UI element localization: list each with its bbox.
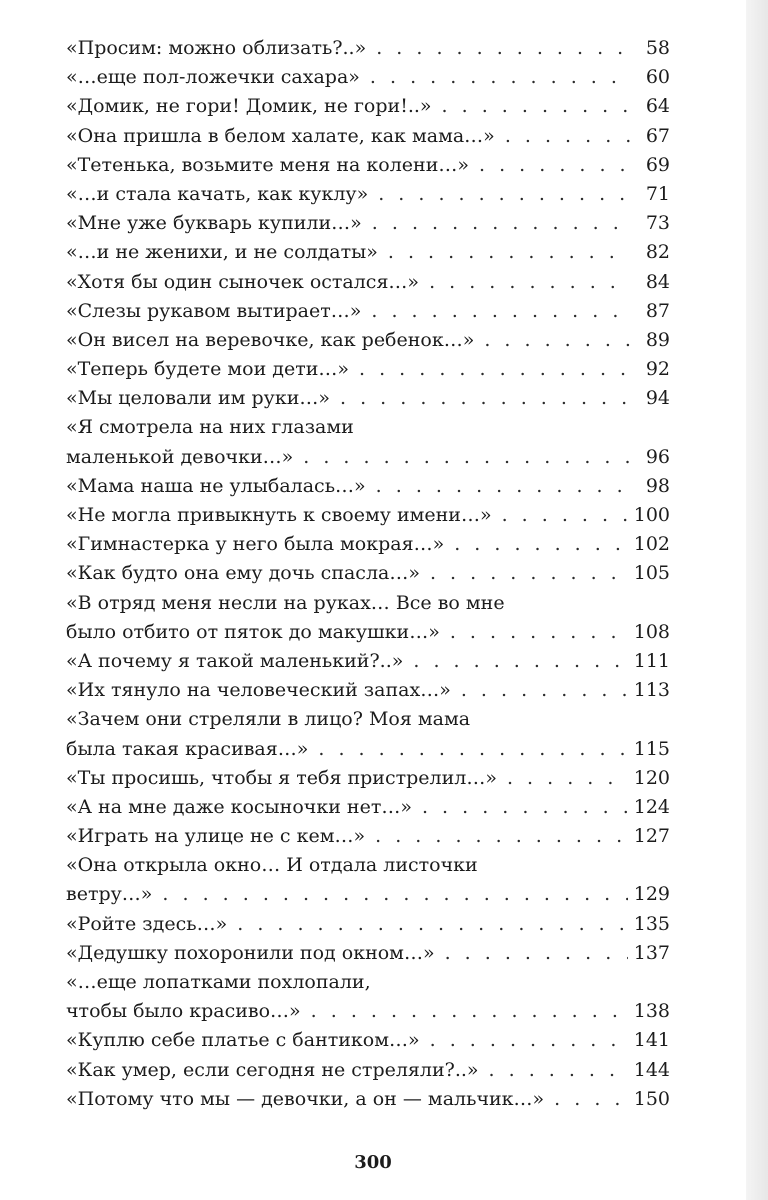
dot-leader — [303, 443, 630, 472]
toc-entry — [66, 472, 670, 501]
toc-entry-title: «Не могла привыкнуть к своему имени…» — [66, 504, 492, 526]
dot-leader — [489, 1056, 628, 1085]
page-number: 300 — [354, 1152, 392, 1173]
toc-entry-page: 129 — [633, 883, 670, 906]
toc-entry-title: «Она пришла в белом халате, как мама…» — [66, 124, 495, 147]
toc-entry-title: «Ты просишь, чтобы я тебя пристрелил…» — [66, 766, 497, 789]
toc-entry — [66, 297, 670, 326]
toc-entry-title: было отбито от пяток до макушки…» — [66, 620, 440, 643]
toc-entry-page: 96 — [645, 445, 670, 468]
dot-leader — [422, 793, 628, 822]
dot-leader — [461, 676, 628, 705]
dot-leader — [413, 647, 627, 676]
dot-leader — [445, 939, 628, 968]
toc-entry-line — [66, 472, 670, 501]
toc-entry-title: «Куплю себе платье с бантиком…» — [66, 1029, 420, 1052]
toc-entry-line — [66, 1026, 670, 1055]
toc-entry-line — [66, 122, 670, 151]
toc-entry — [66, 793, 670, 822]
toc-entry — [66, 764, 670, 793]
toc-entry-page: 120 — [633, 766, 670, 789]
toc-entry-line — [66, 92, 670, 121]
toc-entry-title: «Тетенька, возьмите меня на колени…» — [66, 153, 469, 176]
toc-entry-page: 138 — [633, 1000, 670, 1023]
toc-entry-title: «А на мне даже косыночки нет…» — [66, 795, 412, 818]
toc-entry-page: 111 — [633, 649, 670, 672]
toc-entry-page: 60 — [645, 66, 670, 89]
toc-entry-title: «Как умер, если сегодня не стреляли?..» — [66, 1058, 479, 1081]
toc-entry-page: 100 — [633, 504, 670, 526]
dot-leader — [454, 530, 628, 559]
toc-entry-title: «Хотя бы один сыночек остался…» — [66, 270, 420, 293]
toc-entry-page: 102 — [633, 533, 670, 556]
toc-entry-line — [66, 501, 670, 530]
toc-entry-line — [66, 413, 670, 442]
toc-entry — [66, 326, 670, 355]
toc-entry-page: 137 — [633, 941, 670, 964]
toc-entry — [66, 910, 670, 939]
toc-entry-line — [66, 676, 670, 705]
toc-entry — [66, 151, 670, 180]
toc-entry-line — [66, 968, 670, 997]
table-of-contents — [66, 34, 670, 1114]
toc-entry — [66, 501, 670, 530]
dot-leader — [359, 355, 630, 384]
dot-leader — [442, 92, 630, 121]
dot-leader — [162, 880, 627, 909]
toc-entry-page: 92 — [645, 358, 670, 381]
toc-entry-line — [66, 618, 670, 647]
toc-entry-title: «Гимнастерка у него была мокрая…» — [66, 533, 445, 556]
dot-leader — [388, 238, 630, 267]
toc-entry-line — [66, 735, 670, 764]
toc-entry-line — [66, 326, 670, 355]
toc-entry-page: 135 — [633, 912, 670, 935]
toc-entry-line — [66, 209, 670, 238]
toc-entry-line — [66, 34, 670, 63]
dot-leader — [340, 384, 630, 413]
dot-leader — [378, 180, 630, 209]
toc-entry — [66, 384, 670, 413]
dot-leader — [554, 1085, 628, 1114]
toc-entry-title: «Я смотрела на них глазами — [66, 416, 354, 439]
toc-entry-page: 71 — [645, 182, 670, 205]
toc-entry — [66, 968, 670, 1026]
dot-leader — [311, 997, 628, 1026]
toc-entry — [66, 939, 670, 968]
dot-leader — [318, 735, 627, 764]
toc-entry — [66, 705, 670, 763]
toc-entry-title: «Ройте здесь…» — [66, 912, 228, 935]
toc-entry-title: «…и стала качать, как куклу» — [66, 182, 369, 205]
toc-entry-page: 58 — [645, 37, 670, 59]
toc-entry-line — [66, 910, 670, 939]
page-edge-shadow — [746, 0, 768, 1200]
toc-entry-title: «Играть на улице не с кем…» — [66, 825, 366, 848]
toc-entry-title: «В отряд меня несли на руках… Все во мне — [66, 591, 505, 614]
toc-entry-page: 84 — [645, 270, 670, 293]
toc-entry-page: 64 — [645, 95, 670, 118]
dot-leader — [430, 1026, 628, 1055]
toc-entry-line — [66, 355, 670, 384]
toc-entry-page: 105 — [633, 562, 670, 585]
toc-entry-page: 124 — [633, 795, 670, 818]
toc-entry-line — [66, 238, 670, 267]
toc-entry-page: 94 — [645, 387, 670, 410]
toc-entry-page: 89 — [645, 328, 670, 351]
toc-entry — [66, 851, 670, 909]
toc-entry-line — [66, 793, 670, 822]
toc-entry — [66, 355, 670, 384]
toc-entry-line — [66, 647, 670, 676]
toc-entry-title: ветру…» — [66, 883, 153, 906]
toc-entry-title: была такая красивая…» — [66, 737, 309, 760]
dot-leader — [479, 151, 630, 180]
dot-leader — [372, 209, 630, 238]
toc-entry-line — [66, 530, 670, 559]
dot-leader — [450, 618, 628, 647]
toc-entry-page: 67 — [645, 124, 670, 147]
toc-entry-page: 98 — [645, 474, 670, 497]
toc-entry-line — [66, 939, 670, 968]
dot-leader — [237, 910, 628, 939]
toc-entry-line — [66, 443, 670, 472]
dot-leader — [430, 559, 628, 588]
toc-entry-line — [66, 180, 670, 209]
toc-entry-line — [66, 822, 670, 851]
dot-leader — [375, 822, 628, 851]
toc-entry-title: «Потому что мы — девочки, а он — мальчик…» — [66, 1087, 545, 1110]
dot-leader — [370, 63, 630, 92]
dot-leader — [502, 501, 628, 530]
toc-entry — [66, 559, 670, 588]
dot-leader — [376, 34, 630, 63]
dot-leader — [507, 764, 628, 793]
toc-entry-line — [66, 1085, 670, 1114]
toc-entry-page: 150 — [633, 1087, 670, 1110]
toc-entry-title: «…еще пол-ложечки сахара» — [66, 66, 360, 89]
toc-entry-title: «Их тянуло на человеческий запах…» — [66, 679, 451, 702]
toc-entry-page: 141 — [633, 1029, 670, 1052]
toc-entry-title: «Теперь будете мои дети…» — [66, 358, 350, 381]
toc-entry — [66, 1085, 670, 1114]
toc-entry-title: маленькой девочки…» — [66, 445, 294, 468]
toc-entry-title: «Слезы рукавом вытирает…» — [66, 299, 362, 322]
toc-entry-page: 115 — [633, 737, 670, 760]
toc-entry — [66, 1026, 670, 1055]
toc-entry-line — [66, 1056, 670, 1085]
dot-leader — [429, 268, 630, 297]
toc-entry — [66, 268, 670, 297]
toc-entry-line — [66, 559, 670, 588]
toc-entry-line — [66, 764, 670, 793]
toc-entry-line — [66, 880, 670, 909]
toc-entry-page: 73 — [645, 212, 670, 235]
toc-entry — [66, 34, 670, 63]
toc-entry — [66, 822, 670, 851]
toc-entry-title: «Мне уже букварь купили…» — [66, 212, 362, 235]
toc-entry-page: 144 — [633, 1058, 670, 1081]
toc-entry-title: «…еще лопатками похлопали, — [66, 971, 371, 993]
toc-entry-line — [66, 63, 670, 92]
toc-entry-title: «Он висел на веревочке, как ребенок…» — [66, 328, 475, 351]
toc-entry-title: «Просим: можно облизать?..» — [66, 37, 367, 59]
toc-entry-page: 113 — [633, 679, 670, 702]
toc-entry — [66, 92, 670, 121]
dot-leader — [505, 122, 630, 151]
toc-entry — [66, 413, 670, 471]
toc-entry — [66, 238, 670, 267]
dot-leader — [376, 472, 630, 501]
toc-entry-title: «…и не женихи, и не солдаты» — [66, 241, 378, 264]
toc-entry-title: «Она открыла окно… И отдала листочки — [66, 854, 478, 877]
toc-entry — [66, 530, 670, 559]
toc-entry-title: «Дедушку похоронили под окном…» — [66, 941, 435, 964]
toc-entry — [66, 647, 670, 676]
toc-entry — [66, 1056, 670, 1085]
toc-entry — [66, 589, 670, 647]
toc-entry-page: 127 — [633, 825, 670, 848]
toc-entry-line — [66, 268, 670, 297]
toc-entry-line — [66, 705, 670, 734]
toc-entry-line — [66, 384, 670, 413]
toc-entry — [66, 180, 670, 209]
toc-entry-line — [66, 151, 670, 180]
dot-leader — [484, 326, 630, 355]
toc-entry-title: «А почему я такой маленький?..» — [66, 649, 404, 672]
toc-entry-title: «Зачем они стреляли в лицо? Моя мама — [66, 708, 471, 731]
toc-entry — [66, 63, 670, 92]
toc-entry-title: «Как будто она ему дочь спасла…» — [66, 562, 420, 585]
toc-entry-page: 108 — [633, 620, 670, 643]
dot-leader — [371, 297, 630, 326]
toc-entry-page: 82 — [645, 241, 670, 264]
toc-entry-title: «Мы целовали им руки…» — [66, 387, 330, 410]
toc-entry-title: «Домик, не гори! Домик, не гори!..» — [66, 95, 432, 118]
toc-entry — [66, 676, 670, 705]
toc-entry-line — [66, 851, 670, 880]
toc-entry — [66, 122, 670, 151]
toc-entry-line — [66, 589, 670, 618]
toc-entry-title: «Мама наша не улыбалась…» — [66, 474, 366, 497]
toc-entry-page: 87 — [645, 299, 670, 322]
toc-entry-line — [66, 997, 670, 1026]
toc-entry-title: чтобы было красиво…» — [66, 1000, 301, 1023]
toc-entry — [66, 209, 670, 238]
toc-entry-page: 69 — [645, 153, 670, 176]
toc-entry-line — [66, 297, 670, 326]
